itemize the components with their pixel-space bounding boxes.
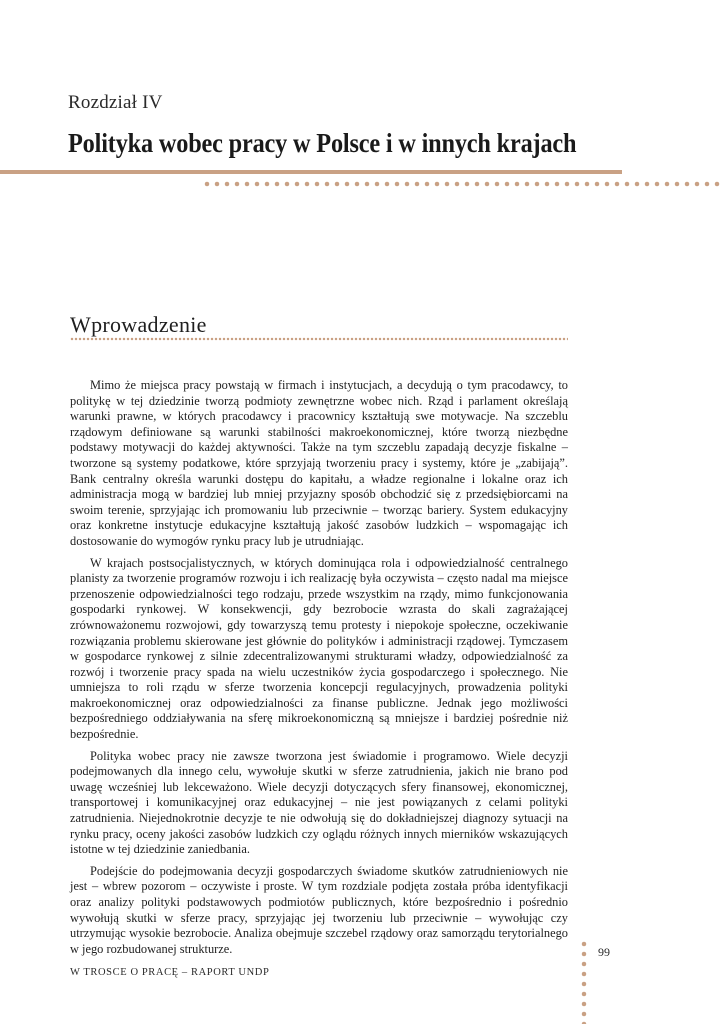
title-dotted-line [202,181,724,187]
section-title: Wprowadzenie [70,312,207,337]
title-rule [0,170,622,174]
paragraph: W krajach postsocjalistycznych, w których dominująca rola i odpowiedzialność centralnego planisty za tworzenie programów rozwoju i ich realizację była oczywista – często nadal ma miejsce przenoszenie odpowiedzialności tego rodzaju, przede wszystkim na rządy, mimo funkcjonowania gospodarki rynkowej. W konsekwencji, gdy bezrobocie wzrasta do skali zagrażającej zrównoważonemu rozwojowi, gdy towarzyszą temu protesty i niepokoje społeczne, oczekiwanie rozwiązania problemu skierowane jest głównie do polityków i administracji rządowej. Tymczasem w gospodarce rynkowej z silnie zdecentralizowanymi strukturami władzy, odpowiedzialność za rozwój i tworzenie pracy spada na wielu uczestników życia gospodarczego i społecznego. Nie umniejsza to roli rządu w sferze tworzenia koncepcji regulacyjnych, prowadzenia polityki makroekonomicznej oraz odpowiedzialności za finanse publiczne. Jednak jego możliwości bezpośredniego oddziaływania na sferę mikroekonomiczną są mniejsze i bardziej pośrednie niż bezpośrednie. [70,555,568,742]
paragraph: Podejście do podejmowania decyzji gospodarczych świadome skutków zatrudnieniowych nie jest – wbrew pozorom – oczywiste i proste. W tym rozdziale podjęta została próba identyfikacji oraz analizy polityki podstawowych podmiotów publicznych, które bezpośrednio i pośrednio wywołują skutki w sferze pracy, sprzyjając jej tworzeniu lub przeciwnie – wywołując czy utrzymując wysokie bezrobocie. Analiza obejmuje szczebel rządowy oraz samorządu terytorialnego w jego rozbudowanej strukturze. [70,863,568,956]
side-dotted-line [581,939,587,1024]
chapter-label: Rozdział IV [68,92,163,113]
paragraph: Polityka wobec pracy nie zawsze tworzona jest świadomie i programowo. Wiele decyzji podejmowanych dla innego celu, wywołuje skutki w sferze zatrudnienia, jakich nie brano pod uwagę wcześniej lub lekceważono. Wiele decyzji dotyczących sfery finansowej, ekonomicznej, transportowej i komunikacyjnej oraz edukacyjnej – nie jest powiązanych z celami polityki zatrudnienia. Niejednokrotnie decyzje te nie odwołują się do dokładniejszej diagnozy sytuacji na rynku pracy, oceny jakości zasobów ludzkich czy oglądu różnych innych mierników wskazujących istotne w tej dziedzinie zaniedbania. [70,748,568,857]
body-text [70,378,568,963]
section-dotted-underline [70,337,568,341]
chapter-title: Polityka wobec pracy w Polsce i w innych krajach [68,128,577,158]
paragraph: Mimo że miejsca pracy powstają w firmach i instytucjach, a decydują o tym pracodawcy, to politykę w tej dziedzinie tworzą podmioty zewnętrzne wobec nich. Rząd i parlament określają warunki prawne, w których pracodawcy i pracownicy kształtują swe motywacje. Na szczeblu rządowym definiowane są warunki stabilności makroekonomicznej, które tworzą niezbędne podstawy motywacji do każdej aktywności. Także na tym szczeblu zapadają decyzje fiskalne – tworzone są systemy podatkowe, które sprzyjają tworzeniu pracy i systemy, które je „zabijają”. Bank centralny określa warunki dostępu do kapitału, a władze regionalne i lokalne oraz ich administracja mogą w bardziej lub mniej przyjazny sposób obchodzić się z przedsiębiorcami na swoim terenie, sprzyjając ich promowaniu lub przeciwnie – tworząc bariery. System edukacyjny oraz konkretne instytucje edukacyjne kształtują jakość zasobów ludzkich – wspomagając ich dostosowanie do wymogów rynku pracy lub je utrudniając. [70,378,568,548]
page-number: 99 [598,945,610,959]
running-footer: W TROSCE O PRACĘ – RAPORT UNDP [70,967,270,978]
